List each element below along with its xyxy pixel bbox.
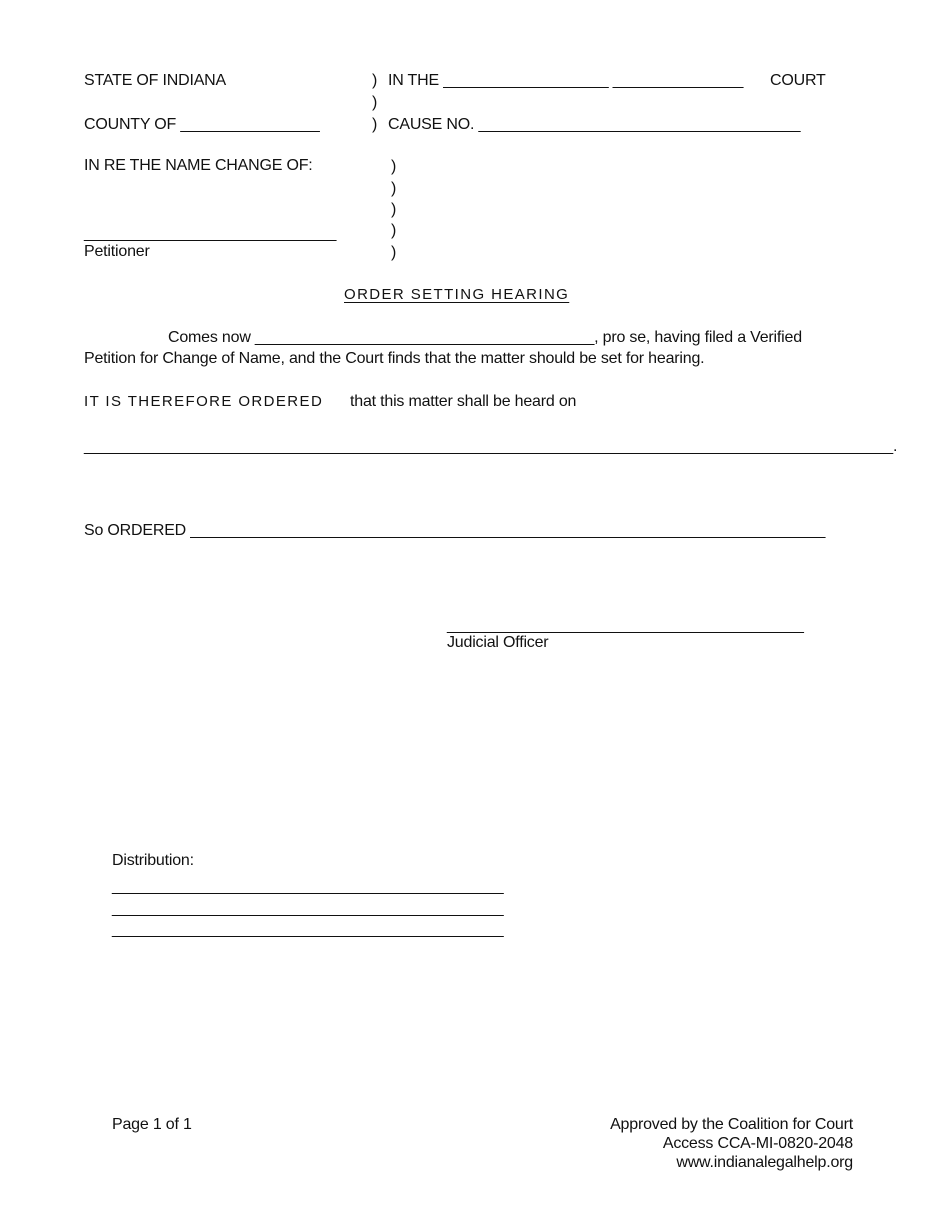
caption-paren: ): [372, 94, 378, 111]
therefore-ordered-text: that this matter shall be heard on: [350, 393, 577, 410]
page-number: Page 1 of 1: [112, 1116, 192, 1133]
document-title: ORDER SETTING HEARING: [344, 286, 570, 303]
petition-finding-line: Petition for Change of Name, and the Court finds that the matter should be set for hearing.: [84, 350, 705, 367]
website-text: www.indianalegalhelp.org: [676, 1154, 853, 1171]
caption-paren: ): [391, 244, 397, 261]
caption-paren: ): [391, 201, 397, 218]
caption-paren: ): [372, 116, 378, 133]
distribution-line: _____________________________________________: [112, 878, 504, 895]
signature-line: _________________________________________: [447, 617, 804, 634]
state-label: STATE OF INDIANA: [84, 72, 226, 89]
distribution-label: Distribution:: [112, 852, 194, 869]
caption-paren: ): [372, 72, 378, 89]
caption-paren: ): [391, 158, 397, 175]
petitioner-name-field: _____________________________: [84, 225, 337, 242]
distribution-line: _____________________________________________: [112, 900, 504, 917]
comes-now-line: Comes now _______________________________________, pro se, having filed a Verified: [168, 329, 802, 346]
petitioner-label: Petitioner: [84, 243, 150, 260]
distribution-line: _____________________________________________: [112, 921, 504, 938]
form-id-text: Access CCA-MI-0820-2048: [662, 1135, 853, 1152]
so-ordered-field: So ORDERED _________________________________________________________________________: [84, 522, 826, 539]
judicial-officer-label: Judicial Officer: [447, 634, 549, 651]
in-re-label: IN RE THE NAME CHANGE OF:: [84, 157, 313, 174]
caption-paren: ): [391, 180, 397, 197]
caption-paren: ): [391, 222, 397, 239]
court-name-field: IN THE ___________________ _______________: [388, 72, 744, 89]
therefore-ordered-label: IT IS THEREFORE ORDERED: [84, 393, 324, 410]
hearing-date-field: _____________________________________________________________________________________________.: [84, 438, 898, 455]
county-field: COUNTY OF ________________: [84, 116, 320, 133]
cause-number-field: CAUSE NO. _____________________________________: [388, 116, 801, 133]
approval-text: Approved by the Coalition for Court: [610, 1116, 853, 1133]
court-label: COURT: [770, 72, 826, 89]
